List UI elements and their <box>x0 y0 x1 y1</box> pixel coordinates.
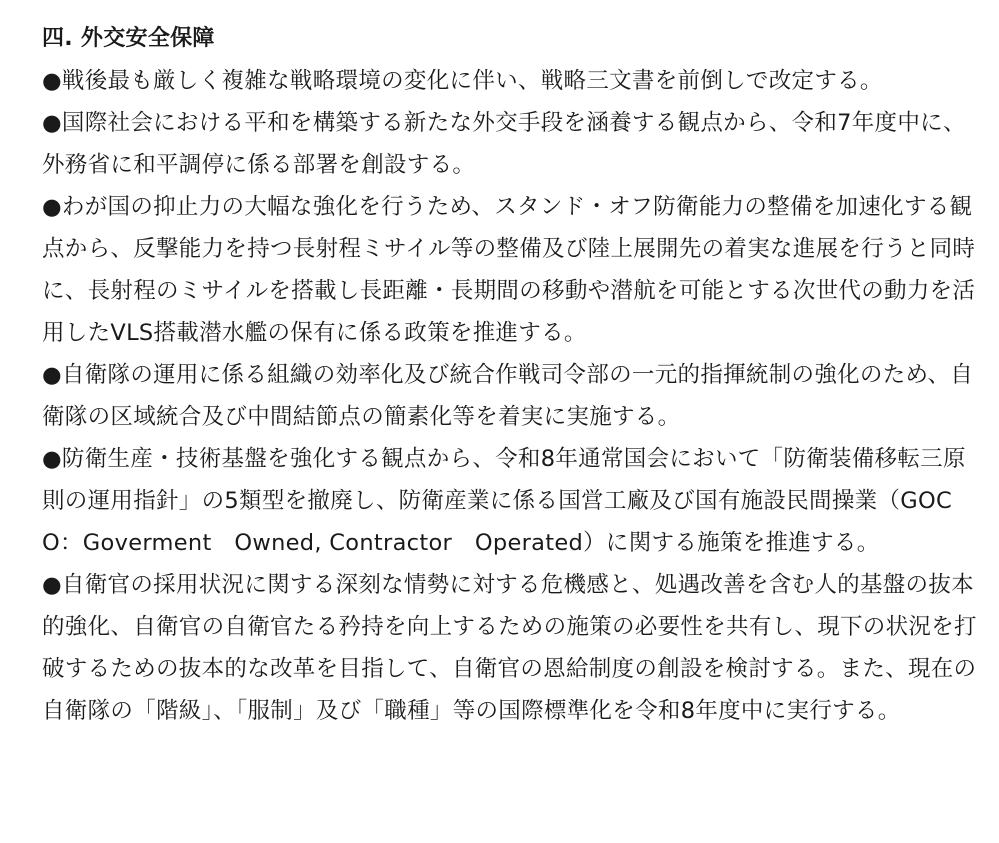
policy-item-command-structure: ●自衛隊の運用に係る組織の効率化及び統合作戦司令部の一元的指揮統制の強化のため、自衛隊の区域統合及び中間結節点の簡素化等を着実に実施する。 <box>42 362 974 430</box>
document-body <box>42 18 977 732</box>
section-heading: 四. 外交安全保障 <box>42 26 215 51</box>
policy-item-deterrence: ●わが国の抑止力の大幅な強化を行うため、スタンド・オフ防衛能力の整備を加速化する観点から、反撃能力を持つ長射程ミサイル等の整備及び陸上展開先の着実な進展を行うと同時に、長射程のミサイルを搭載し長距離・長期間の移動や潜航を可能とする次世代の動力を活用したVLS搭載潜水艦の保有に係る政策を推進する。 <box>42 194 976 346</box>
policy-item-strategy-documents: ●戦後最も厳しく複雑な戦略環境の変化に伴い、戦略三文書を前倒しで改定する。 <box>42 68 883 94</box>
policy-item-defense-industry: ●防衛生産・技術基盤を強化する観点から、令和8年通常国会において「防衛装備移転三原則の運用指針」の5類型を撤廃し、防衛産業に係る国営工廠及び国有施設民間操業（GOCO：Goverment Owned, Contractor Operated）に関する施策を推進する。 <box>42 446 966 556</box>
policy-item-mediation-office: ●国際社会における平和を構築する新たな外交手段を涵養する観点から、令和7年度中に、外務省に和平調停に係る部署を創設する。 <box>42 110 966 178</box>
policy-item-personnel: ●自衛官の採用状況に関する深刻な情勢に対する危機感と、処遇改善を含む人的基盤の抜本的強化、自衛官の自衛官たる矜持を向上するための施策の必要性を共有し、現下の状況を打破するための抜本的な改革を目指して、自衛官の恩給制度の創設を検討する。また、現在の自衛隊の「階級」、「服制」及び「職種」等の国際標準化を令和8年度中に実行する。 <box>42 572 977 724</box>
